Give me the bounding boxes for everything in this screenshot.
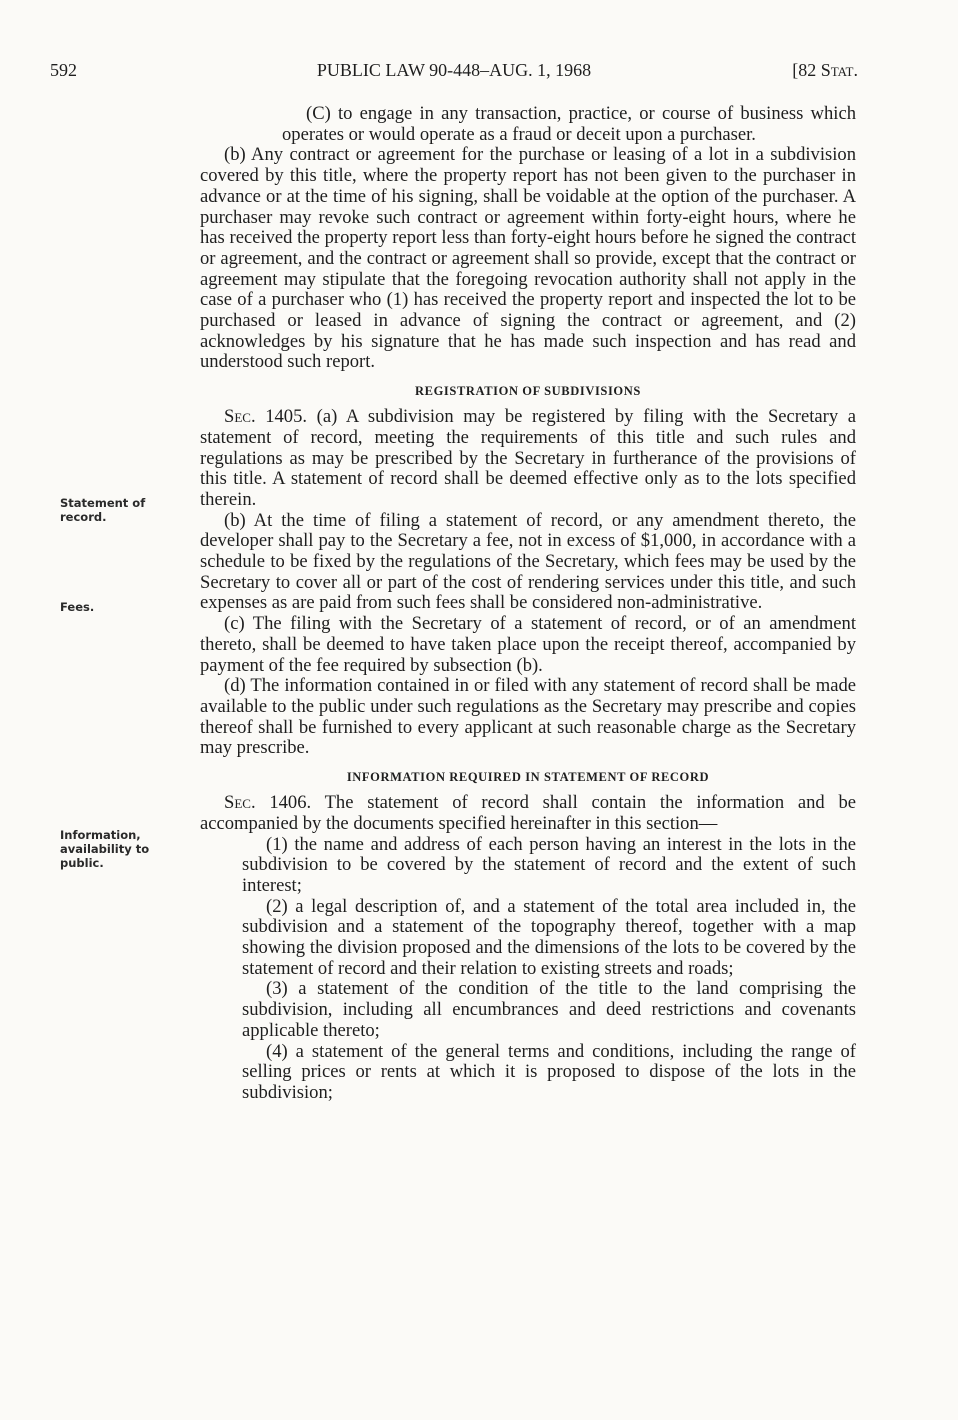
- paragraph-c-fraud: (C) to engage in any transaction, practice, or course of business which operates or would operate as a fraud or deceit upon a purchaser.: [282, 103, 856, 145]
- page-header: [50, 58, 858, 88]
- section-1406-item-1: (1) the name and address of each person having an interest in the lots in the subdivision to be covered by the statement of record and the extent of such interest;: [242, 833, 856, 896]
- heading-registration: REGISTRATION OF SUBDIVISIONS: [415, 384, 641, 399]
- section-1405-a-text: (a) A subdivision may be registered by filing with the Secretary a statement of record, meeting the requirements of this title and such rules and regulations as may be prescribed by the Secretary in furtherance of the provisions of this title. A statement of record shall be deemed effective only as to the lots specified therein.: [200, 406, 856, 510]
- section-1406-item-2: (2) a legal description of, and a statement of the total area included in, the subdivision and a statement of the topography thereof, together with a map showing the division proposed and the dimensions of the lots to be covered by the statement of record and their relation to existing streets and roads;: [242, 895, 856, 979]
- heading-information: INFORMATION REQUIRED IN STATEMENT OF RECORD: [346, 770, 710, 785]
- section-1406-item-3: (3) a statement of the condition of the title to the land comprising the subdivision, including all encumbrances and deed restrictions and covenants applicable thereto;: [242, 978, 856, 1041]
- running-title: PUBLIC LAW 90-448–AUG. 1, 1968: [316, 60, 592, 80]
- margin-note-information: Information, availability to public.: [60, 828, 150, 870]
- section-1406-label: Sec. 1406.: [224, 792, 312, 814]
- section-1406-intro: [200, 793, 856, 834]
- section-1405-d: (d) The information contained in or filed with any statement of record shall be made available to the public under such regulations as the Secretary may prescribe and copies thereof shall be furnished to every applicant at such reasonable charge as the Secretary may prescribe.: [200, 675, 856, 759]
- section-1406-item-4: (4) a statement of the general terms and conditions, including the range of selling prices or rents at which it is proposed to dispose of the lots in the subdivision;: [242, 1040, 856, 1103]
- section-1405-a: [200, 407, 856, 511]
- paragraph-b-contract: (b) Any contract or agreement for the purchase or leasing of a lot in a subdivision covered by this title, where the property report has not been given to the purchaser in advance or at the time of his signing, shall be voidable at the option of the purchaser. A purchaser may revoke such contract or agreement within forty-eight hours, where he has received the property report less than forty-eight hours before he signed the contract or agreement, and the contract or agreement shall so provide, except that the contract or agreement may stipulate that the foregoing revocation authority shall not apply in the case of a purchaser who (1) has received the property report and inspected the lot to be purchased or leased in advance of signing the contract or agreement, and (2) acknowledges by his signature that he has made such inspection and has read and understood such report.: [200, 144, 856, 373]
- section-1406-intro-text: The statement of record shall contain the information and be accompanied by the documents specified hereinafter in this section—: [200, 792, 857, 834]
- section-1405-c: (c) The filing with the Secretary of a statement of record, or of an amendment thereto, shall be deemed to have taken place upon the receipt thereof, accompanied by payment of the fee required by subsection (b).: [200, 613, 856, 676]
- page-number: 592: [50, 60, 77, 80]
- section-1405-b: (b) At the time of filing a statement of record, or any amendment thereto, the developer shall pay to the Secretary a fee, not in excess of $1,000, in accordance with a schedule to be fixed by the regulations of the Secretary, which fees may be used by the Secretary to cover all or part of the cost of rendering services under this title, and such expenses as are paid from such fees shall be considered non-administrative.: [200, 509, 856, 614]
- margin-note-fees: Fees.: [60, 600, 95, 614]
- section-1405-label: Sec. 1405.: [224, 406, 308, 428]
- margin-note-statement-of-record: Statement of record.: [60, 496, 146, 524]
- statute-citation: [82 Stat.: [792, 60, 858, 80]
- body-text: [200, 104, 856, 1104]
